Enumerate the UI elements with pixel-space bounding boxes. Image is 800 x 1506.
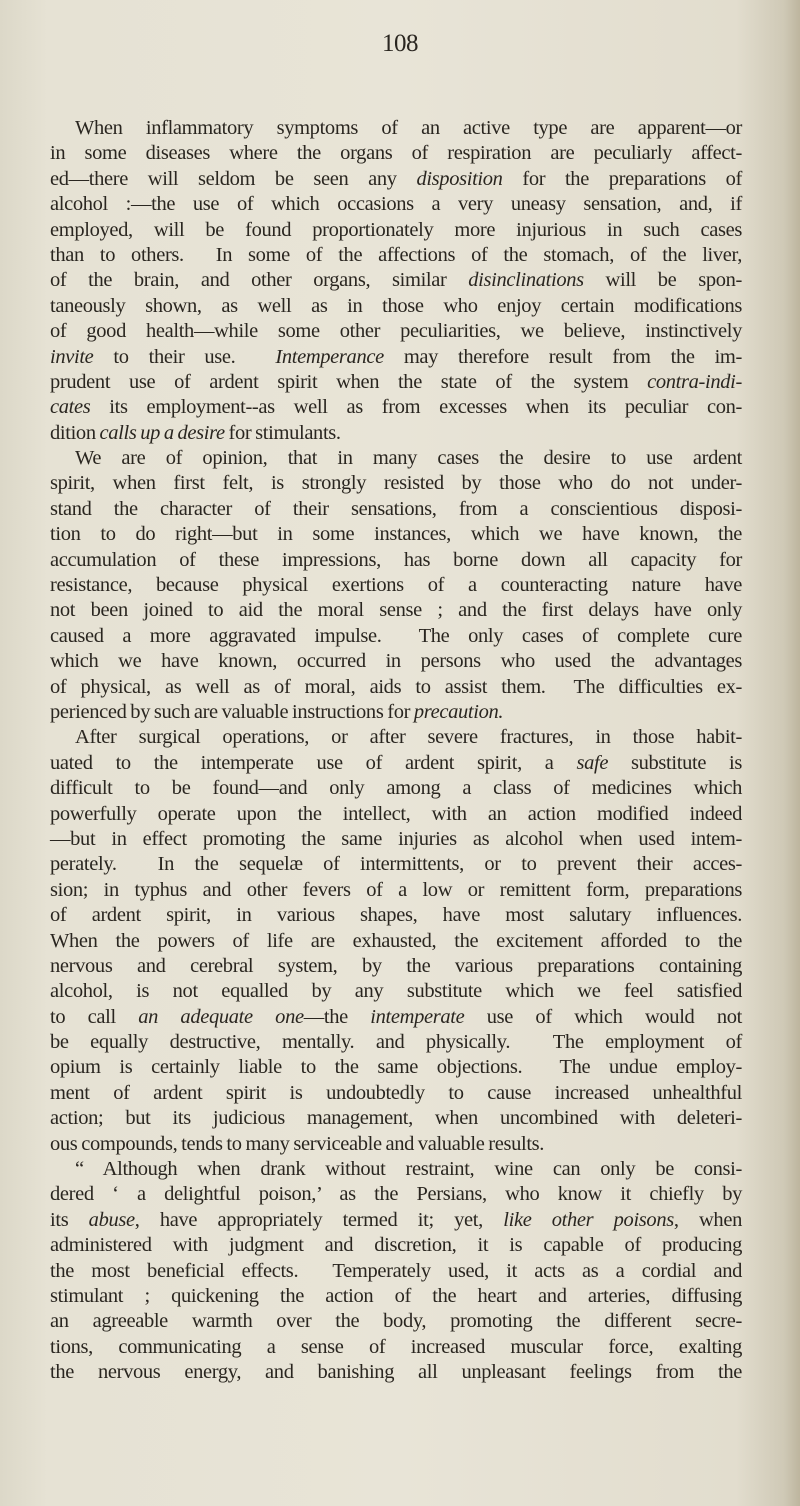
text-line — [50, 294, 742, 319]
text-segment: caused a more aggravated impulse. The only cases of complete cure — [50, 624, 742, 647]
text-segment: sion; in typhus and other fevers of a low or remittent form, preparations — [50, 878, 742, 901]
italic-text: Intemperance — [275, 345, 384, 368]
italic-text: like other poisons — [503, 1208, 674, 1231]
text-segment: in some diseases where the organs of respiration are peculiarly affect- — [50, 142, 742, 165]
text-line — [50, 1335, 742, 1360]
text-segment: opium is certainly liable to the same objections. The undue employ- — [50, 1056, 742, 1079]
text-segment: taneously shown, as well as in those who enjoy certain modifications — [50, 294, 742, 317]
text-line — [50, 929, 742, 954]
text-line — [50, 776, 742, 801]
text-line — [50, 497, 742, 522]
text-segment: stand the character of their sensations, from a conscientious disposi- — [50, 497, 742, 520]
text-segment: ment of ardent spirit is undoubtedly to cause increased unhealthful — [50, 1081, 742, 1104]
text-line — [50, 1284, 742, 1309]
text-segment: perately. In the sequelæ of intermittents, or to prevent their acces- — [50, 853, 742, 876]
paragraph — [50, 725, 742, 1157]
text-line — [50, 1106, 742, 1131]
text-line — [50, 1208, 742, 1233]
text-line — [50, 1259, 742, 1284]
text-segment: ous compounds, tends to many serviceable and valuable results. — [50, 1132, 545, 1155]
text-segment: its — [50, 1208, 89, 1231]
text-line — [50, 421, 742, 446]
text-line — [50, 852, 742, 877]
italic-text: safe — [576, 751, 609, 774]
text-segment: After surgical operations, or after severe fractures, in those habit- — [75, 726, 742, 749]
text-segment: administered with judgment and discretion, it is capable of producing — [50, 1234, 742, 1257]
text-line — [50, 141, 742, 166]
text-segment: —the — [303, 1005, 371, 1028]
text-line — [50, 598, 742, 623]
text-line — [50, 1157, 742, 1182]
text-line — [50, 116, 742, 141]
text-segment: stimulant ; quickening the action of the heart and arteries, diffusing — [50, 1284, 742, 1307]
text-segment: , have appropriately termed it; yet, — [134, 1208, 504, 1231]
text-segment: accumulation of these impressions, has borne down all capacity for — [50, 548, 742, 571]
text-line — [50, 979, 742, 1004]
text-segment: tion to do right—but in some instances, which we have known, the — [50, 523, 742, 546]
text-segment: dered ‘ a delightful poison,’ as the Persians, who know it chiefly by — [50, 1183, 742, 1206]
text-segment: of physical, as well as of moral, aids to assist them. The difficulties ex- — [50, 675, 742, 698]
text-line — [50, 345, 742, 370]
text-segment: not been joined to aid the moral sense ; and the first delays have only — [50, 599, 742, 622]
text-segment: nervous and cerebral system, by the various preparations containing — [50, 954, 742, 977]
text-line — [50, 1233, 742, 1258]
text-segment: We are of opinion, that in many cases the desire to use ardent — [75, 447, 742, 470]
text-line — [50, 827, 742, 852]
text-segment: —but in effect promoting the same injuries as alcohol when used intem- — [50, 827, 742, 850]
text-line — [50, 624, 742, 649]
italic-text: precaution. — [413, 700, 504, 723]
text-line — [50, 1030, 742, 1055]
text-segment: use of which would not — [464, 1005, 742, 1028]
text-line — [50, 446, 742, 471]
body-text — [50, 116, 742, 1386]
text-segment: resistance, because physical exertions of a counteracting nature have — [50, 574, 742, 597]
text-line — [50, 471, 742, 496]
text-line — [50, 878, 742, 903]
text-segment: for stimulants. — [224, 421, 341, 444]
text-line — [50, 167, 742, 192]
italic-text: disinclinations — [468, 269, 584, 292]
text-segment: the nervous energy, and banishing all unpleasant feelings from the — [50, 1361, 742, 1384]
text-line — [50, 675, 742, 700]
text-line — [50, 1055, 742, 1080]
text-segment: ed—there will seldom be seen any — [50, 167, 417, 190]
italic-text: invite — [50, 345, 94, 368]
text-line — [50, 725, 742, 750]
text-segment: uated to the intemperate use of ardent spirit, a — [50, 751, 577, 774]
text-line — [50, 1081, 742, 1106]
paragraph — [50, 446, 742, 725]
text-line — [50, 1360, 742, 1385]
paragraph — [50, 1157, 742, 1386]
text-segment: may therefore result from the im- — [383, 345, 742, 368]
text-segment: “ Although when drank without restraint, wine can only be consi- — [75, 1158, 742, 1181]
paragraph — [50, 116, 742, 446]
italic-text: disposition — [416, 167, 503, 190]
text-segment: to their use. — [93, 345, 276, 368]
italic-text: calls up a desire — [99, 421, 225, 444]
text-line — [50, 802, 742, 827]
text-line — [50, 218, 742, 243]
text-segment: than to others. In some of the affections of the stomach, of the liver, — [50, 243, 742, 266]
text-line — [50, 395, 742, 420]
text-segment: spirit, when first felt, is strongly resisted by those who do not under- — [50, 472, 742, 495]
text-segment: , when — [673, 1208, 742, 1231]
text-line — [50, 268, 742, 293]
text-segment: alcohol :—the use of which occasions a very uneasy sensation, and, if — [50, 193, 742, 216]
text-segment: to call — [50, 1005, 139, 1028]
text-segment: prudent use of ardent spirit when the state of the system — [50, 370, 648, 393]
text-segment: its employment--as well as from excesses when its peculiar con- — [90, 396, 742, 419]
text-line — [50, 1309, 742, 1334]
text-segment: of good health—while some other peculiarities, we believe, instinctively — [50, 320, 742, 343]
text-segment: will be spon- — [583, 269, 742, 292]
text-line — [50, 700, 742, 725]
text-line — [50, 649, 742, 674]
page-number: 108 — [382, 30, 418, 57]
text-segment: When the powers of life are exhausted, the excitement afforded to the — [50, 929, 742, 952]
text-segment: alcohol, is not equalled by any substitute which we feel satisfied — [50, 980, 742, 1003]
text-segment: difficult to be found—and only among a class of medicines which — [50, 777, 742, 800]
italic-text: intemperate — [370, 1005, 465, 1028]
text-line — [50, 751, 742, 776]
italic-text: contra-indi- — [647, 370, 742, 393]
text-segment: of ardent spirit, in various shapes, have most salutary influences. — [50, 904, 742, 927]
italic-text: cates — [50, 396, 91, 419]
text-line — [50, 548, 742, 573]
text-line — [50, 1182, 742, 1207]
text-line — [50, 243, 742, 268]
text-line — [50, 522, 742, 547]
text-segment: for the preparations of — [502, 167, 742, 190]
text-line — [50, 573, 742, 598]
text-segment: powerfully operate upon the intellect, with an action modified indeed — [50, 802, 742, 825]
text-segment: the most beneficial effects. Temperately used, it acts as a cordial and — [50, 1259, 742, 1282]
text-segment: tions, communicating a sense of increased muscular force, exalting — [50, 1335, 742, 1358]
italic-text: abuse — [88, 1208, 135, 1231]
text-line — [50, 1005, 742, 1030]
text-line — [50, 192, 742, 217]
text-line — [50, 370, 742, 395]
text-line — [50, 903, 742, 928]
text-segment: substitute is — [608, 751, 742, 774]
italic-text: an adequate one — [138, 1005, 304, 1028]
text-segment: dition — [50, 421, 100, 444]
text-segment: be equally destructive, mentally. and physically. The employment of — [50, 1031, 742, 1054]
text-line — [50, 954, 742, 979]
text-segment: an agreeable warmth over the body, promoting the different secre- — [50, 1310, 742, 1333]
text-segment: which we have known, occurred in persons who used the advantages — [50, 650, 742, 673]
text-segment: employed, will be found proportionately more injurious in such cases — [50, 218, 742, 241]
text-segment: perienced by such are valuable instructions for — [50, 700, 414, 723]
text-line — [50, 1132, 742, 1157]
text-segment: action; but its judicious management, when uncombined with deleteri- — [50, 1107, 742, 1130]
text-segment: of the brain, and other organs, similar — [50, 269, 469, 292]
text-line — [50, 319, 742, 344]
text-segment: When inflammatory symptoms of an active type are apparent—or — [75, 117, 742, 139]
